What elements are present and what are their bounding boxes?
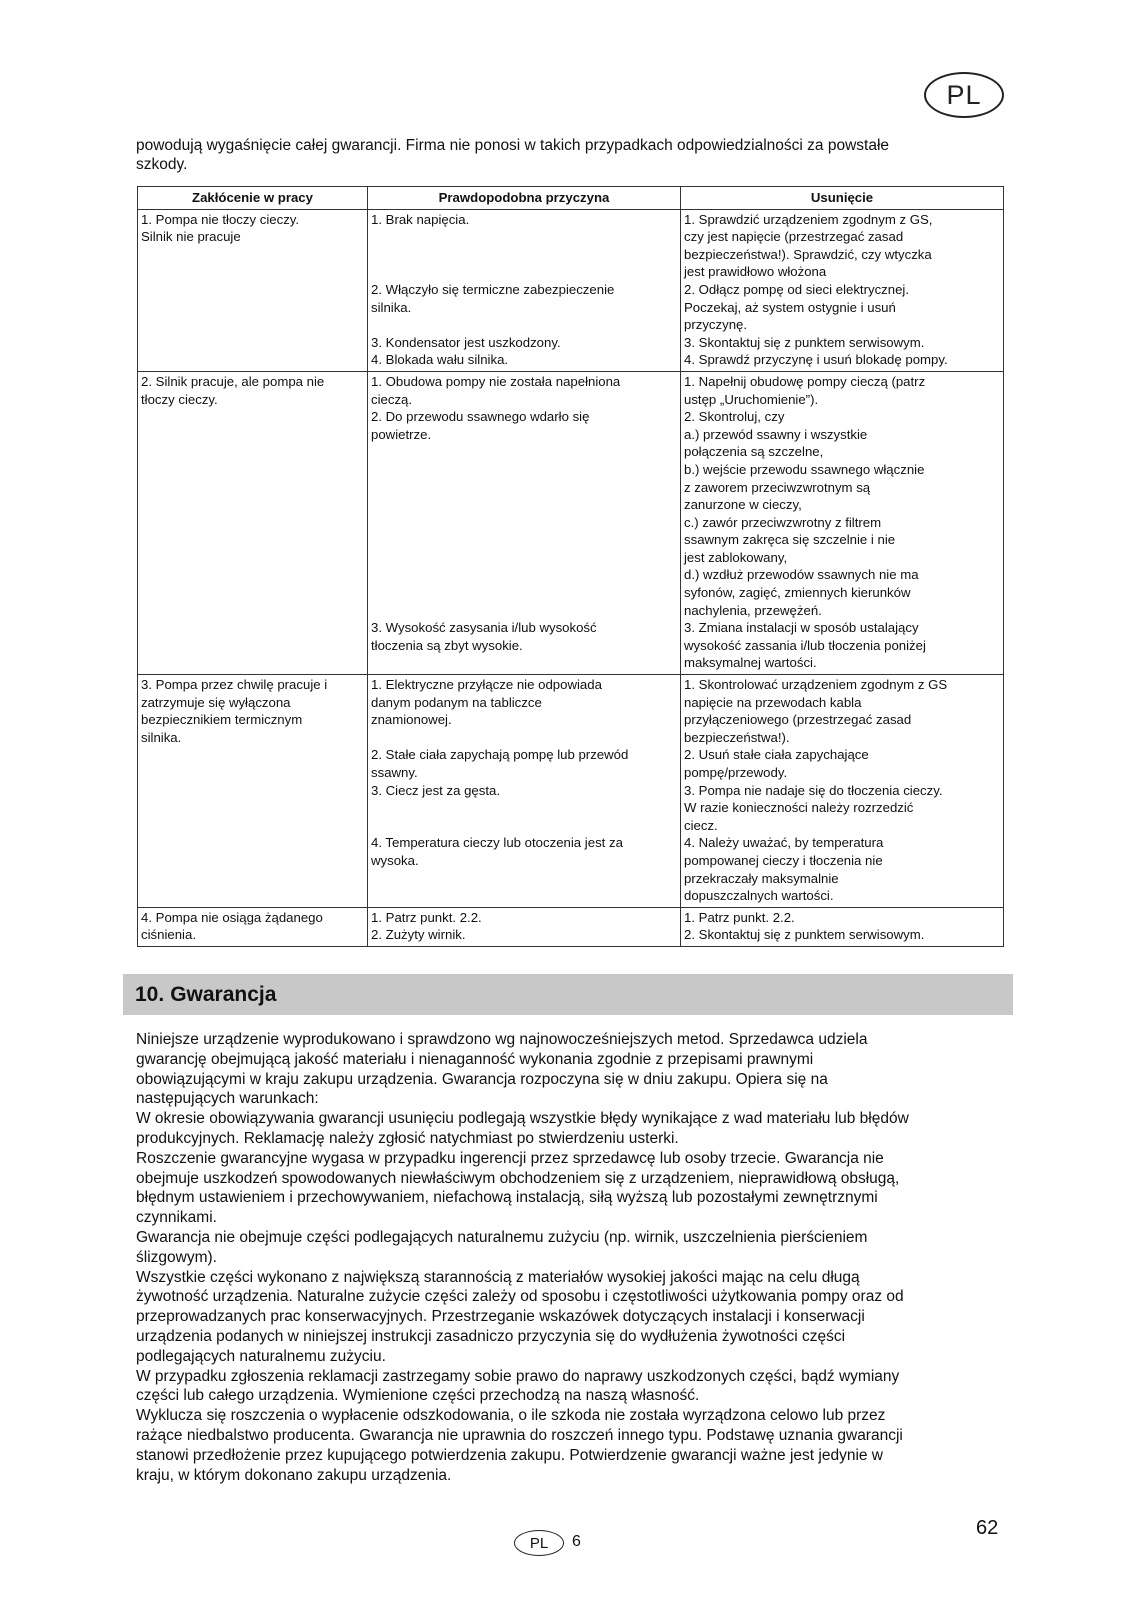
cause-cell-line xyxy=(371,316,677,334)
cause-cell-line: tłoczenia są zbyt wysokie. xyxy=(371,637,523,653)
warranty-text xyxy=(136,1030,1016,1485)
remedy-cell-line: 1. Patrz punkt. 2.2. xyxy=(684,909,795,925)
cause-cell-line: 1. Patrz punkt. 2.2. xyxy=(371,909,482,925)
fault-cell-line: bezpiecznikiem termicznym xyxy=(141,712,303,728)
remedy-cell xyxy=(681,675,1004,908)
paragraph-line: ślizgowym). xyxy=(136,1248,217,1266)
remedy-cell-line: ssawnym zakręca się szczelnie i nie xyxy=(684,532,896,548)
header-cause: Prawdopodobna przyczyna xyxy=(368,187,681,210)
remedy-cell-line: ustęp „Uruchomienie”). xyxy=(684,391,819,407)
cause-cell-line: 2. Stałe ciała zapychają pompę lub przewód xyxy=(371,747,629,763)
section-number: 10. xyxy=(135,982,165,1006)
cause-cell-line xyxy=(371,479,677,497)
paragraph-line: żywotność urządzenia. Naturalne zużycie części zależy od sposobu i częstotliwości użytkowania pompy oraz od xyxy=(136,1288,904,1306)
table-row xyxy=(138,907,1004,946)
remedy-cell-line: wysokość zassania i/lub tłoczenia poniżej xyxy=(684,637,926,653)
paragraph-line: W okresie obowiązywania gwarancji usunięciu podlegają wszystkie błędy wynikające z wad materiału lub błędów xyxy=(136,1110,909,1128)
cause-cell-line xyxy=(371,461,677,479)
remedy-cell-line: a.) przewód ssawny i wszystkie xyxy=(684,426,868,442)
table-row xyxy=(138,371,1004,674)
cause-cell-line xyxy=(371,496,677,514)
remedy-cell-line: przekraczały maksymalnie xyxy=(684,870,839,886)
cause-cell-line xyxy=(371,549,677,567)
header-remedy: Usunięcie xyxy=(681,187,1004,210)
fault-cell xyxy=(138,675,368,908)
fault-cell xyxy=(138,907,368,946)
paragraph-line: podlegających naturalnemu zużyciu. xyxy=(136,1347,386,1365)
cause-cell-line: 4. Temperatura cieczy lub otoczenia jest za xyxy=(371,835,623,851)
fault-cell-line: 1. Pompa nie tłoczy cieczy. xyxy=(141,211,300,227)
paragraph-line: błędnym ustawieniem i przechowywaniem, niefachową instalacją, siłą wyższą lub pozostałymi zewnętrznymi xyxy=(136,1189,878,1207)
remedy-cell-line: połączenia są szczelne, xyxy=(684,444,824,460)
remedy-cell-line: c.) zawór przeciwzwrotny z filtrem xyxy=(684,514,882,530)
paragraph-line: Wszystkie części wykonano z największą starannością z materiałów wysokiej jakości mając na celu długą xyxy=(136,1268,860,1286)
paragraph-line: części lub całego urządzenia. Wymienione części przechodzą na naszą własność. xyxy=(136,1387,700,1405)
remedy-cell-line: ciecz. xyxy=(684,817,718,833)
cause-cell-line xyxy=(371,531,677,549)
remedy-cell-line: 2. Skontroluj, czy xyxy=(684,409,785,425)
cause-cell-line xyxy=(371,817,677,835)
remedy-cell-line: 2. Skontaktuj się z punktem serwisowym. xyxy=(684,927,925,943)
cause-cell xyxy=(368,209,681,371)
paragraph-line: obejmuje uszkodzeń spowodowanych niewłaściwym obchodzeniem się z urządzeniem, nieprawidłową obsługą, xyxy=(136,1169,900,1187)
cause-cell xyxy=(368,675,681,908)
fault-cell-line: silnika. xyxy=(141,729,182,745)
cause-cell-line: znamionowej. xyxy=(371,712,452,728)
fault-cell-line: zatrzymuje się wyłączona xyxy=(141,694,291,710)
cause-cell xyxy=(368,907,681,946)
header-fault: Zakłócenie w pracy xyxy=(138,187,368,210)
remedy-cell-line: Poczekaj, aż system ostygnie i usuń xyxy=(684,299,896,315)
remedy-cell-line: nachylenia, przewężeń. xyxy=(684,602,822,618)
cause-cell-line: silnika. xyxy=(371,299,412,315)
footer-local-page: 6 xyxy=(572,1533,581,1550)
intro-line: powodują wygaśnięcie całej gwarancji. Firma nie ponosi w takich przypadkach odpowiedzialności za powstałe xyxy=(136,137,890,154)
fault-cell-line: tłoczy cieczy. xyxy=(141,391,218,407)
cause-cell-line: 3. Wysokość zasysania i/lub wysokość xyxy=(371,620,597,636)
remedy-cell-line: pompowanej cieczy i tłoczenia nie xyxy=(684,852,883,868)
table-row xyxy=(138,675,1004,908)
remedy-cell xyxy=(681,371,1004,674)
remedy-cell-line: 1. Skontrolować urządzeniem zgodnym z GS xyxy=(684,677,948,693)
cause-cell-line xyxy=(371,246,677,264)
paragraph-line: stanowi przedłożenie przez kupującego potwierdzenia zakupu. Potwierdzenie gwarancji ważne jest jedynie w xyxy=(136,1446,884,1464)
paragraph-line: następujących warunkach: xyxy=(136,1090,319,1108)
page-number: 62 xyxy=(976,1517,999,1539)
fault-cell-line: 2. Silnik pracuje, ale pompa nie xyxy=(141,373,325,389)
remedy-cell-line: syfonów, zagięć, zmiennych kierunków xyxy=(684,585,911,601)
paragraph-line: Niniejsze urządzenie wyprodukowano i sprawdzono wg najnowocześniejszych metod. Sprzedawca udziela xyxy=(136,1031,868,1048)
remedy-cell xyxy=(681,907,1004,946)
cause-cell-line: 3. Kondensator jest uszkodzony. xyxy=(371,334,561,350)
cause-cell-line: wysoka. xyxy=(371,852,419,868)
section-heading-warranty xyxy=(123,974,1013,1015)
intro-paragraph xyxy=(136,136,1016,174)
footer-language-badge: PL xyxy=(514,1530,564,1556)
remedy-cell-line: z zaworem przeciwzwrotnym są xyxy=(684,479,871,495)
paragraph-line: obowiązującymi w kraju zakupu urządzenia. Gwarancja rozpoczyna się w dniu zakupu. Opiera się na xyxy=(136,1070,828,1088)
remedy-cell-line: 2. Odłącz pompę od sieci elektrycznej. xyxy=(684,281,910,297)
section-title: Gwarancja xyxy=(170,982,277,1006)
paragraph-line: Gwarancja nie obejmuje części podlegających naturalnemu zużyciu (np. wirnik, uszczelnienia pierścieniem xyxy=(136,1228,868,1246)
remedy-cell-line: jest prawidłowo włożona xyxy=(684,264,827,280)
remedy-cell-line: d.) wzdłuż przewodów ssawnych nie ma xyxy=(684,567,919,583)
cause-cell-line xyxy=(371,584,677,602)
paragraph-line: gwarancję obejmującą jakość materiału i nienaganność wykonania zgodnie z przepisami prawnymi xyxy=(136,1050,814,1068)
table-header-row xyxy=(138,187,1004,210)
intro-line: szkody. xyxy=(136,156,188,173)
remedy-cell-line: 1. Napełnij obudowę pompy cieczą (patrz xyxy=(684,373,926,389)
remedy-cell-line: 2. Usuń stałe ciała zapychające xyxy=(684,747,869,763)
cause-cell-line: 2. Włączyło się termiczne zabezpieczenie xyxy=(371,281,615,297)
cause-cell-line xyxy=(371,799,677,817)
remedy-cell xyxy=(681,209,1004,371)
cause-cell xyxy=(368,371,681,674)
paragraph-line: Wyklucza się roszczenia o wypłacenie odszkodowania, o ile szkoda nie została wyrządzona celowo lub przez xyxy=(136,1407,886,1425)
cause-cell-line: ssawny. xyxy=(371,765,418,780)
cause-cell-line: 2. Do przewodu ssawnego wdarło się xyxy=(371,409,590,425)
remedy-cell-line: dopuszczalnych wartości. xyxy=(684,888,834,904)
remedy-cell-line: maksymalnej wartości. xyxy=(684,655,817,671)
fault-cell-line: Silnik nie pracuje xyxy=(141,229,241,245)
remedy-cell-line: 3. Zmiana instalacji w sposób ustalający xyxy=(684,620,919,636)
cause-cell-line xyxy=(371,443,677,461)
cause-cell-line: danym podanym na tabliczce xyxy=(371,694,542,710)
remedy-cell-line: czy jest napięcie (przestrzegać zasad xyxy=(684,229,904,245)
cause-cell-line xyxy=(371,263,677,281)
remedy-cell-line: 3. Skontaktuj się z punktem serwisowym. xyxy=(684,334,925,350)
language-badge: PL xyxy=(924,72,1004,118)
cause-cell-line: 1. Obudowa pompy nie została napełniona xyxy=(371,373,621,389)
remedy-cell-line: bezpieczeństwa!). Sprawdzić, czy wtyczka xyxy=(684,246,932,262)
cause-cell-line: 3. Ciecz jest za gęsta. xyxy=(371,782,501,798)
troubleshooting-table xyxy=(137,186,1004,947)
fault-cell xyxy=(138,371,368,674)
cause-cell-line: 4. Blokada wału silnika. xyxy=(371,352,509,368)
cause-cell-line xyxy=(371,514,677,532)
paragraph-line: Roszczenie gwarancyjne wygasa w przypadku ingerencji przez sprzedawcę lub osoby trzecie. Gwarancja nie xyxy=(136,1149,884,1167)
remedy-cell-line: 1. Sprawdzić urządzeniem zgodnym z GS, xyxy=(684,211,933,227)
paragraph-line: przeprowadzanych prac konserwacyjnych. Przestrzeganie wskazówek dotyczących instalacji i konserwacji xyxy=(136,1308,865,1326)
remedy-cell-line: napięcie na przewodach kabla xyxy=(684,694,862,710)
remedy-cell-line: bezpieczeństwa!). xyxy=(684,729,790,745)
fault-cell xyxy=(138,209,368,371)
cause-cell-line: 2. Zużyty wirnik. xyxy=(371,927,466,943)
cause-cell-line xyxy=(371,566,677,584)
cause-cell-line: cieczą. xyxy=(371,391,413,407)
remedy-cell-line: W razie konieczności należy rozrzedzić xyxy=(684,800,914,816)
paragraph-line: W przypadku zgłoszenia reklamacji zastrzegamy sobie prawo do naprawy uszkodzonych części, bądź wymiany xyxy=(136,1367,900,1385)
paragraph-line: czynnikami. xyxy=(136,1209,217,1227)
cause-cell-line xyxy=(371,228,677,246)
remedy-cell-line: przyłączeniowego (przestrzegać zasad xyxy=(684,712,912,728)
remedy-cell-line: 4. Sprawdź przyczynę i usuń blokadę pompy. xyxy=(684,352,948,368)
remedy-cell-line: 4. Należy uważać, by temperatura xyxy=(684,835,884,851)
cause-cell-line: powietrze. xyxy=(371,426,432,442)
remedy-cell-line: 3. Pompa nie nadaje się do tłoczenia cieczy. xyxy=(684,782,943,798)
fault-cell-line: ciśnienia. xyxy=(141,927,196,943)
cause-cell-line: 1. Brak napięcia. xyxy=(371,211,470,227)
cause-cell-line: 1. Elektryczne przyłącze nie odpowiada xyxy=(371,677,602,693)
remedy-cell-line: zanurzone w cieczy, xyxy=(684,497,802,513)
paragraph-line: kraju, w którym dokonano zakupu urządzenia. xyxy=(136,1466,452,1484)
remedy-cell-line: b.) wejście przewodu ssawnego włącznie xyxy=(684,461,925,477)
remedy-cell-line: przyczynę. xyxy=(684,317,748,333)
paragraph-line: urządzenia podanych w niniejszej instrukcji zasadniczo przyczynia się do wydłużenia żywotności części xyxy=(136,1327,846,1345)
remedy-cell-line: jest zablokowany, xyxy=(684,549,788,565)
remedy-cell-line: pompę/przewody. xyxy=(684,765,788,780)
cause-cell-line xyxy=(371,729,677,747)
fault-cell-line: 4. Pompa nie osiąga żądanego xyxy=(141,909,323,925)
table-row xyxy=(138,209,1004,371)
paragraph-line: produkcyjnych. Reklamację należy zgłosić natychmiast po stwierdzeniu usterki. xyxy=(136,1129,679,1147)
fault-cell-line: 3. Pompa przez chwilę pracuje i xyxy=(141,677,328,693)
cause-cell-line xyxy=(371,602,677,620)
paragraph-line: rażące niedbalstwo producenta. Gwarancja nie uprawnia do roszczeń innego typu. Podstawę uznania gwarancji xyxy=(136,1426,903,1444)
